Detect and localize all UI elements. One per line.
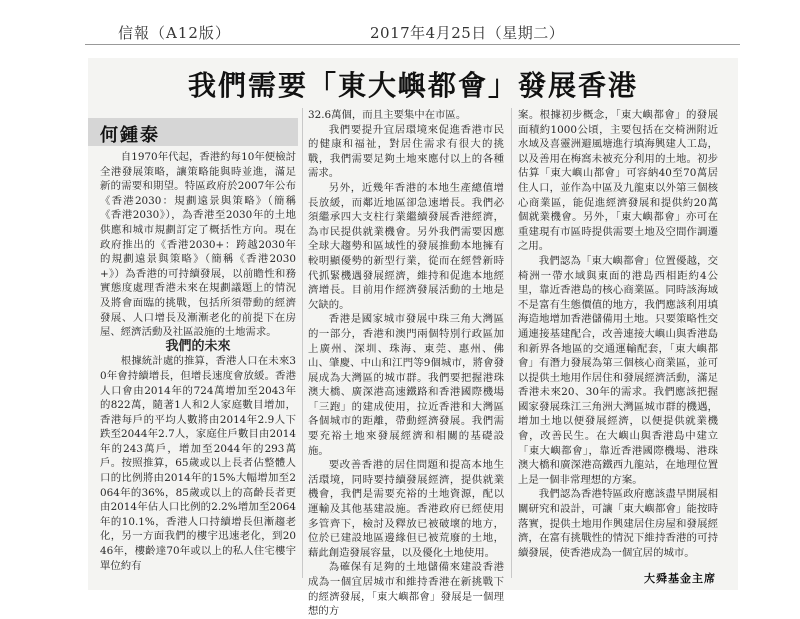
column-divider — [302, 108, 303, 578]
paragraph: 另外，近幾年香港的本地生產總值增長放緩，而鄰近地區卻急速增長。我們必須繼承四大支柱行業繼續發展香港經濟，為市民提供就業機會。另外我們需要因應全球大趨勢和區域性的發展推動本地擁有較明顯優勢的新型行業，從而在經營新時代抓緊機遇發展經濟，維持和促進本地經濟增長。目前用作經濟發展活動的土地是欠缺的。 — [308, 181, 504, 311]
author-signature: 大舜基金主席 — [644, 572, 716, 585]
column-1 — [100, 150, 296, 573]
column-2 — [308, 108, 504, 619]
masthead — [0, 20, 800, 46]
author-banner — [88, 118, 298, 146]
section-subhead: 我們的未來 — [165, 338, 231, 354]
column-divider — [511, 108, 512, 578]
column-3 — [518, 108, 718, 560]
paragraph: 32.6萬個，而且主要集中在市區。 — [308, 109, 467, 121]
paragraph: 要改善香港的居住問題和提高本地生活環境，同時要持續發展經濟，提供就業機會，我們是需要充裕的土地資源，配以運輸及其他基建設施。香港政府已經使用多管齊下，檢討及釋放已被破壞的地方，位於已建設地區邊緣但已被荒廢的土地，藉此創造發展容量，以及優化土地使用。 — [308, 459, 504, 559]
paragraph: 我們要提升宜居環境來促進香港市民的健康和福祉，對居住需求有很大的挑戰，我們需要足夠土地來應付以上的各種需求。 — [308, 123, 504, 180]
article-clipping — [88, 58, 738, 618]
publication-date: 2017年4月25日（星期二） — [370, 24, 565, 42]
paragraph: 我們認為「東大嶼都會」位置優越，交椅洲一帶水域與東面的港島西相距約4公里，靠近香港島的核心商業區。同時該海域不是富有生態價值的地方，我們應該利用填海造地增加香港儲備用土地。只要策略性交通連接基建配合，改善連接大嶼山與香港島和新界各地區的交通運輸配套，「東大嶼都會」有潛力發展為第三個核心商業區，並可以提供土地用作居住和發展經濟活動，滿足香港未來20、30年的需求。我們應該把握國家發展珠江三角洲大灣區城市群的機遇，增加土地以便發展經濟，以便提供就業機會，改善民生。在大嶼山與香港島中建立「東大嶼都會」，靠近香港國際機場、港珠澳大橋和廣深港高鐵西九龍站，在地理位置上是一個非常理想的方案。 — [518, 254, 718, 486]
paragraph: 根據統計處的推算，香港人口在未來30年會持續增長，但增長速度會放緩。香港人口會由2014年的724萬增加至2043年的822萬，隨著1人和2人家庭數目增加，香港每戶的平均人數將由2014年2.9人下跌至2044年2.7人，家庭住戶數目由2014年的243萬戶，增加至2044年的293萬戶。按照推算，65歲或以上長者佔整體人口的比例將由2014年的15%大幅增加至2064年的36%，85歲或以上的高齡長者更由2014年佔人口比例的2.2%增加至2064年的10.1%，香港人口持續增長但漸趨老化，另一方面我們的樓宇迅速老化，到2046年，樓齡達70年或以上的私人住宅樓宇單位約有 — [100, 355, 296, 572]
paragraph: 自1970年代起，香港約每10年便檢討全港發展策略，讓策略能與時並進，滿足新的需要和期望。特區政府於2007年公布《香港2030：規劃遠景與策略》（簡稱《香港2030》），為香港至2030年的土地供應和城市規劃訂定了概括性方向。現在政府推出的《香港2030+：跨越2030年的規劃遠景與策略》（簡稱《香港2030+》）為香港的可持續發展，以前瞻性和務實態度處理香港未來在規劃議題上的情況及將會面臨的挑戰，包括所須帶動的經濟發展、人口增長及漸漸老化的前提下在房屋、經濟活動及社區設施的土地需求。 — [100, 151, 296, 339]
paragraph: 為確保有足夠的土地儲備來建設香港成為一個宜居城市和維持香港在新挑戰下的經濟發展，「東大嶼都會」發展是一個理想的方 — [308, 561, 504, 618]
paragraph: 我們認為香港特區政府應該盡早開展相關研究和設計，可讓「東大嶼都會」能按時落實，提供土地用作興建居住房屋和發展經濟，在富有挑戰性的情況下維持香港的可持續發展，使香港成為一個宜居的城市。 — [518, 488, 718, 559]
paragraph: 案。根據初步概念，「東大嶼都會」的發展面積約1000公頃，主要包括在交椅洲附近水域及喜靈洲避風塘進行填海興建人工島，以及善用在梅窩未被充分利用的土地。初步估算「東大嶼山都會」可容納40至70萬居住人口，並作為中區及九龍東以外第三個核心商業區，能促進經濟發展和提供約20萬個就業機會。另外，「東大嶼都會」亦可在重建現有市區時提供需要土地及空間作調遷之用。 — [518, 109, 718, 253]
article-headline: 我們需要「東大嶼都會」發展香港 — [187, 69, 638, 102]
masthead-rule — [85, 44, 740, 45]
newspaper-name: 信報（A12版） — [118, 24, 231, 42]
author-name: 何鍾泰 — [100, 125, 160, 146]
paragraph: 香港是國家城市發展中珠三角大灣區的一部分，香港和澳門兩個特別行政區加上廣州、深圳、珠海、東莞、惠州、佛山、肇慶、中山和江門等9個城市，將會發展成為大灣區的城市群。我們要把握港珠澳大橋、廣深港高速鐵路和香港國際機場「三跑」的建成使用，拉近香港和大灣區各個城市的距離，帶動經濟發展。我們需要充裕土地來發展經濟和相關的基礎設施。 — [308, 313, 504, 457]
